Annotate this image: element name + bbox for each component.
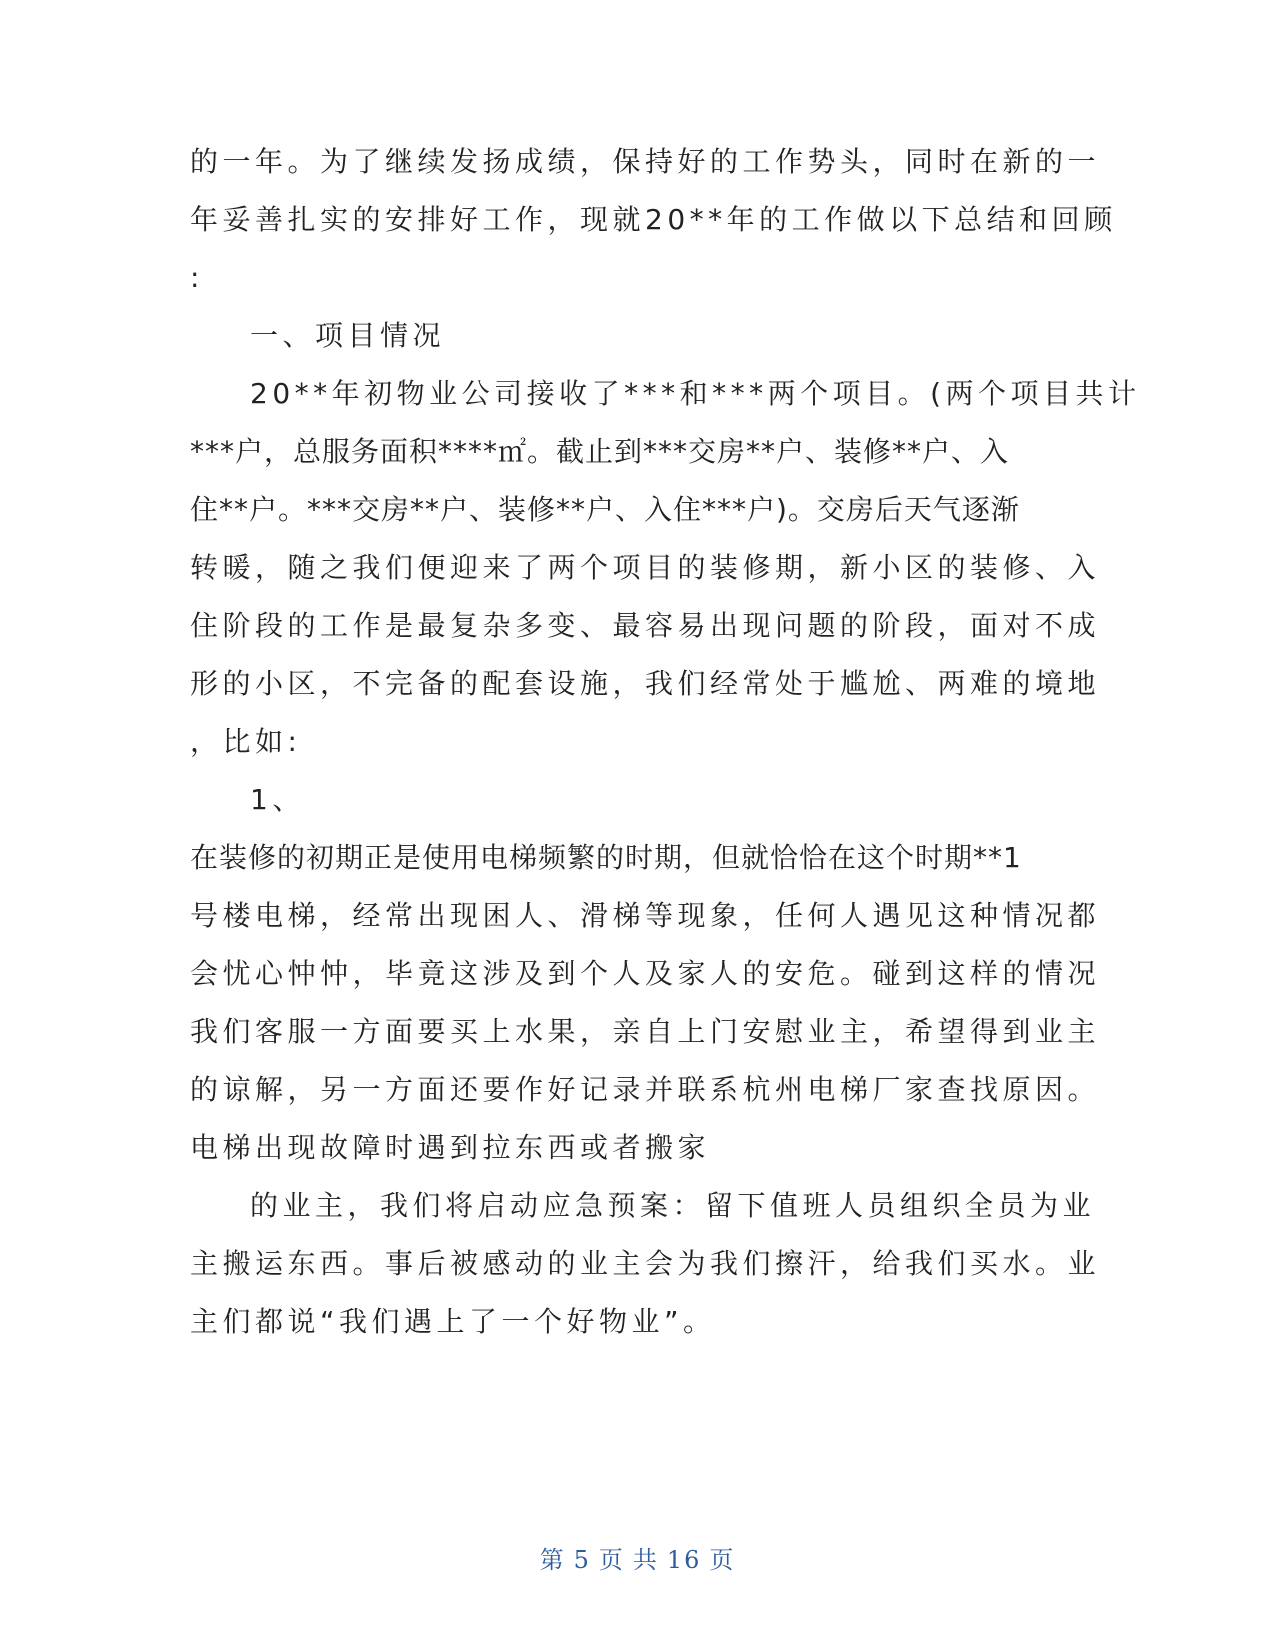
footer-page-label: 页 [598,1546,625,1574]
list-number: 1、 [250,783,305,816]
section-heading: 一、项目情况 [250,319,446,352]
page-footer [0,1540,1275,1575]
paragraph-line: 的一年。为了继续发扬成绩，保持好的工作势头，同时在新的一 [190,145,1101,178]
paragraph-line: 号楼电梯，经常出现困人、滑梯等现象，任何人遇见这种情况都 [190,899,1101,932]
paragraph-line: ***户，总服务面积****㎡。截止到***交房**户、装修**户、入 [190,435,1010,468]
paragraph-line: 转暖，随之我们便迎来了两个项目的装修期，新小区的装修、入 [190,551,1101,584]
paragraph-line: 主们都说“我们遇上了一个好物业”。 [190,1305,716,1338]
footer-total-label: 共 [632,1546,659,1574]
footer-prefix: 第 [539,1546,566,1574]
paragraph-line: 住**户。***交房**户、装修**户、入住***户)。交房后天气逐渐 [190,493,1020,526]
paragraph-line: : [190,261,204,294]
paragraph-line: 年妥善扎实的安排好工作，现就20**年的工作做以下总结和回顾 [190,203,1117,236]
paragraph-line: 主搬运东西。事后被感动的业主会为我们擦汗，给我们买水。业 [190,1247,1101,1280]
paragraph-line: 20**年初物业公司接收了***和***两个项目。(两个项目共计 [250,377,1141,410]
paragraph-line: 电梯出现故障时遇到拉东西或者搬家 [190,1131,711,1164]
total-pages: 16 [666,1546,702,1574]
paragraph-line: ，比如: [190,725,302,758]
paragraph-line: 形的小区，不完备的配套设施，我们经常处于尴尬、两难的境地 [190,667,1101,700]
paragraph-line: 在装修的初期正是使用电梯频繁的时期，但就恰恰在这个时期**1 [190,841,1022,874]
paragraph-line: 会忧心忡忡，毕竟这涉及到个人及家人的安危。碰到这样的情况 [190,957,1101,990]
paragraph-line: 的业主，我们将启动应急预案：留下值班人员组织全员为业 [250,1189,1096,1222]
paragraph-line: 的谅解，另一方面还要作好记录并联系杭州电梯厂家查找原因。 [190,1073,1101,1106]
footer-suffix: 页 [709,1546,736,1574]
page-number: 5 [573,1546,591,1574]
paragraph-line: 我们客服一方面要买上水果，亲自上门安慰业主，希望得到业主 [190,1015,1101,1048]
paragraph-line: 住阶段的工作是最复杂多变、最容易出现问题的阶段，面对不成 [190,609,1101,642]
